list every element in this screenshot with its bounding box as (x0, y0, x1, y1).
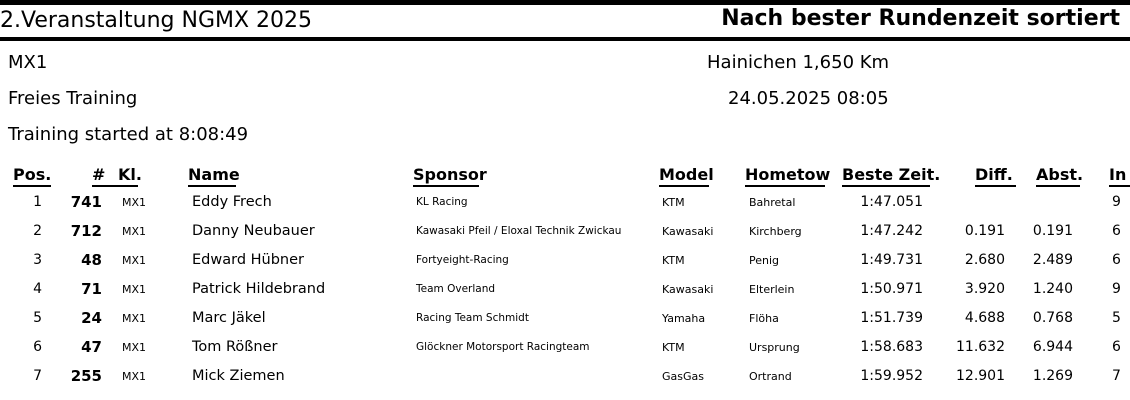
col-sponsor: Sponsor (413, 165, 487, 184)
cell-sponsor: KL Racing (416, 196, 468, 208)
cell-model: KTM (662, 341, 685, 354)
cell-hometown: Kirchberg (749, 225, 802, 238)
cell-best-time: 1:49.731 (860, 252, 923, 268)
header-underline (975, 185, 1016, 187)
cell-in: 6 (1112, 252, 1121, 268)
cell-best-time: 1:47.051 (860, 194, 923, 210)
cell-best-time: 1:58.683 (860, 339, 923, 355)
datetime-label: 24.05.2025 08:05 (728, 88, 889, 109)
event-title: 2.Veranstaltung NGMX 2025 (0, 8, 313, 33)
cell-class: MX1 (122, 312, 147, 325)
cell-diff: 2.680 (964, 252, 1005, 268)
cell-hometown: Ursprung (749, 341, 800, 354)
cell-abst: 1.240 (1032, 281, 1073, 297)
col-name: Name (188, 165, 240, 184)
cell-model: KTM (662, 196, 685, 209)
cell-name: Marc Jäkel (192, 310, 266, 326)
col-in: In (1109, 165, 1127, 184)
cell-diff: 12.901 (956, 368, 1005, 384)
table-row (0, 278, 1130, 302)
header-underline (413, 185, 479, 187)
sort-label: Nach bester Rundenzeit sortiert (721, 6, 1120, 31)
cell-number: 47 (81, 338, 102, 356)
cell-sponsor: Glöckner Motorsport Racingteam (416, 341, 590, 353)
header-underline (1036, 185, 1080, 187)
top-border (0, 0, 1130, 5)
cell-model: Kawasaki (662, 283, 714, 296)
table-row (0, 220, 1130, 244)
cell-pos: 2 (33, 223, 42, 239)
cell-best-time: 1:47.242 (860, 223, 923, 239)
cell-pos: 7 (33, 368, 42, 384)
class-label: MX1 (8, 52, 48, 73)
cell-class: MX1 (122, 341, 147, 354)
cell-name: Edward Hübner (192, 252, 304, 268)
cell-abst: 0.768 (1032, 310, 1073, 326)
cell-name: Mick Ziemen (192, 368, 285, 384)
cell-class: MX1 (122, 196, 147, 209)
cell-number: 71 (81, 280, 102, 298)
cell-pos: 3 (33, 252, 42, 268)
col-diff: Diff. (975, 165, 1013, 184)
cell-sponsor: Team Overland (416, 283, 496, 295)
cell-class: MX1 (122, 254, 147, 267)
col-hometown: Hometow (745, 165, 831, 184)
cell-pos: 6 (33, 339, 42, 355)
cell-in: 6 (1112, 339, 1121, 355)
cell-in: 7 (1112, 368, 1121, 384)
header-underline (842, 185, 930, 187)
cell-number: 741 (70, 193, 102, 211)
cell-abst: 6.944 (1032, 339, 1073, 355)
col-pos: Pos. (13, 165, 52, 184)
cell-hometown: Ortrand (749, 370, 792, 383)
cell-pos: 1 (33, 194, 42, 210)
cell-diff: 4.688 (964, 310, 1005, 326)
cell-class: MX1 (122, 225, 147, 238)
cell-abst: 2.489 (1032, 252, 1073, 268)
cell-name: Danny Neubauer (192, 223, 315, 239)
cell-abst: 0.191 (1032, 223, 1073, 239)
col-abst: Abst. (1036, 165, 1084, 184)
header-underline (745, 185, 825, 187)
cell-model: GasGas (662, 370, 704, 383)
cell-best-time: 1:50.971 (860, 281, 923, 297)
cell-model: Yamaha (662, 312, 706, 325)
table-row (0, 365, 1130, 389)
cell-number: 255 (70, 367, 102, 385)
col-number: # (92, 165, 106, 184)
header-divider (0, 37, 1130, 41)
session-label: Freies Training (8, 88, 138, 109)
cell-hometown: Penig (749, 254, 780, 267)
header-underline (188, 185, 236, 187)
cell-number: 24 (81, 309, 102, 327)
cell-diff: 0.191 (964, 223, 1005, 239)
cell-hometown: Elterlein (749, 283, 795, 296)
col-best-time: Beste Zeit. (842, 165, 941, 184)
cell-hometown: Flöha (749, 312, 779, 325)
table-header (0, 165, 1130, 185)
table-row (0, 307, 1130, 331)
cell-diff: 3.920 (964, 281, 1005, 297)
cell-name: Tom Rößner (192, 339, 278, 355)
cell-best-time: 1:59.952 (860, 368, 923, 384)
cell-in: 5 (1112, 310, 1121, 326)
cell-class: MX1 (122, 283, 147, 296)
track-label: Hainichen 1,650 Km (707, 52, 890, 73)
cell-hometown: Bahretal (749, 196, 796, 209)
cell-number: 48 (81, 251, 102, 269)
start-time-label: Training started at 8:08:49 (8, 124, 249, 145)
table-row (0, 191, 1130, 215)
cell-model: KTM (662, 254, 685, 267)
col-class: Kl. (118, 165, 142, 184)
header-underline (92, 185, 138, 187)
cell-best-time: 1:51.739 (860, 310, 923, 326)
cell-sponsor: Racing Team Schmidt (416, 312, 529, 324)
cell-in: 6 (1112, 223, 1121, 239)
cell-name: Eddy Frech (192, 194, 272, 210)
cell-number: 712 (70, 222, 102, 240)
cell-pos: 5 (33, 310, 42, 326)
cell-sponsor: Fortyeight-Racing (416, 254, 509, 266)
header-underline (13, 185, 51, 187)
header-underline (1109, 185, 1130, 187)
cell-sponsor: Kawasaki Pfeil / Eloxal Technik Zwickau (416, 225, 622, 237)
cell-pos: 4 (33, 281, 42, 297)
cell-model: Kawasaki (662, 225, 714, 238)
cell-in: 9 (1112, 281, 1121, 297)
col-model: Model (659, 165, 714, 184)
cell-diff: 11.632 (956, 339, 1005, 355)
header-underline (659, 185, 709, 187)
cell-class: MX1 (122, 370, 147, 383)
table-row (0, 336, 1130, 360)
cell-name: Patrick Hildebrand (192, 281, 326, 297)
cell-abst: 1.269 (1032, 368, 1073, 384)
cell-in: 9 (1112, 194, 1121, 210)
table-row (0, 249, 1130, 273)
